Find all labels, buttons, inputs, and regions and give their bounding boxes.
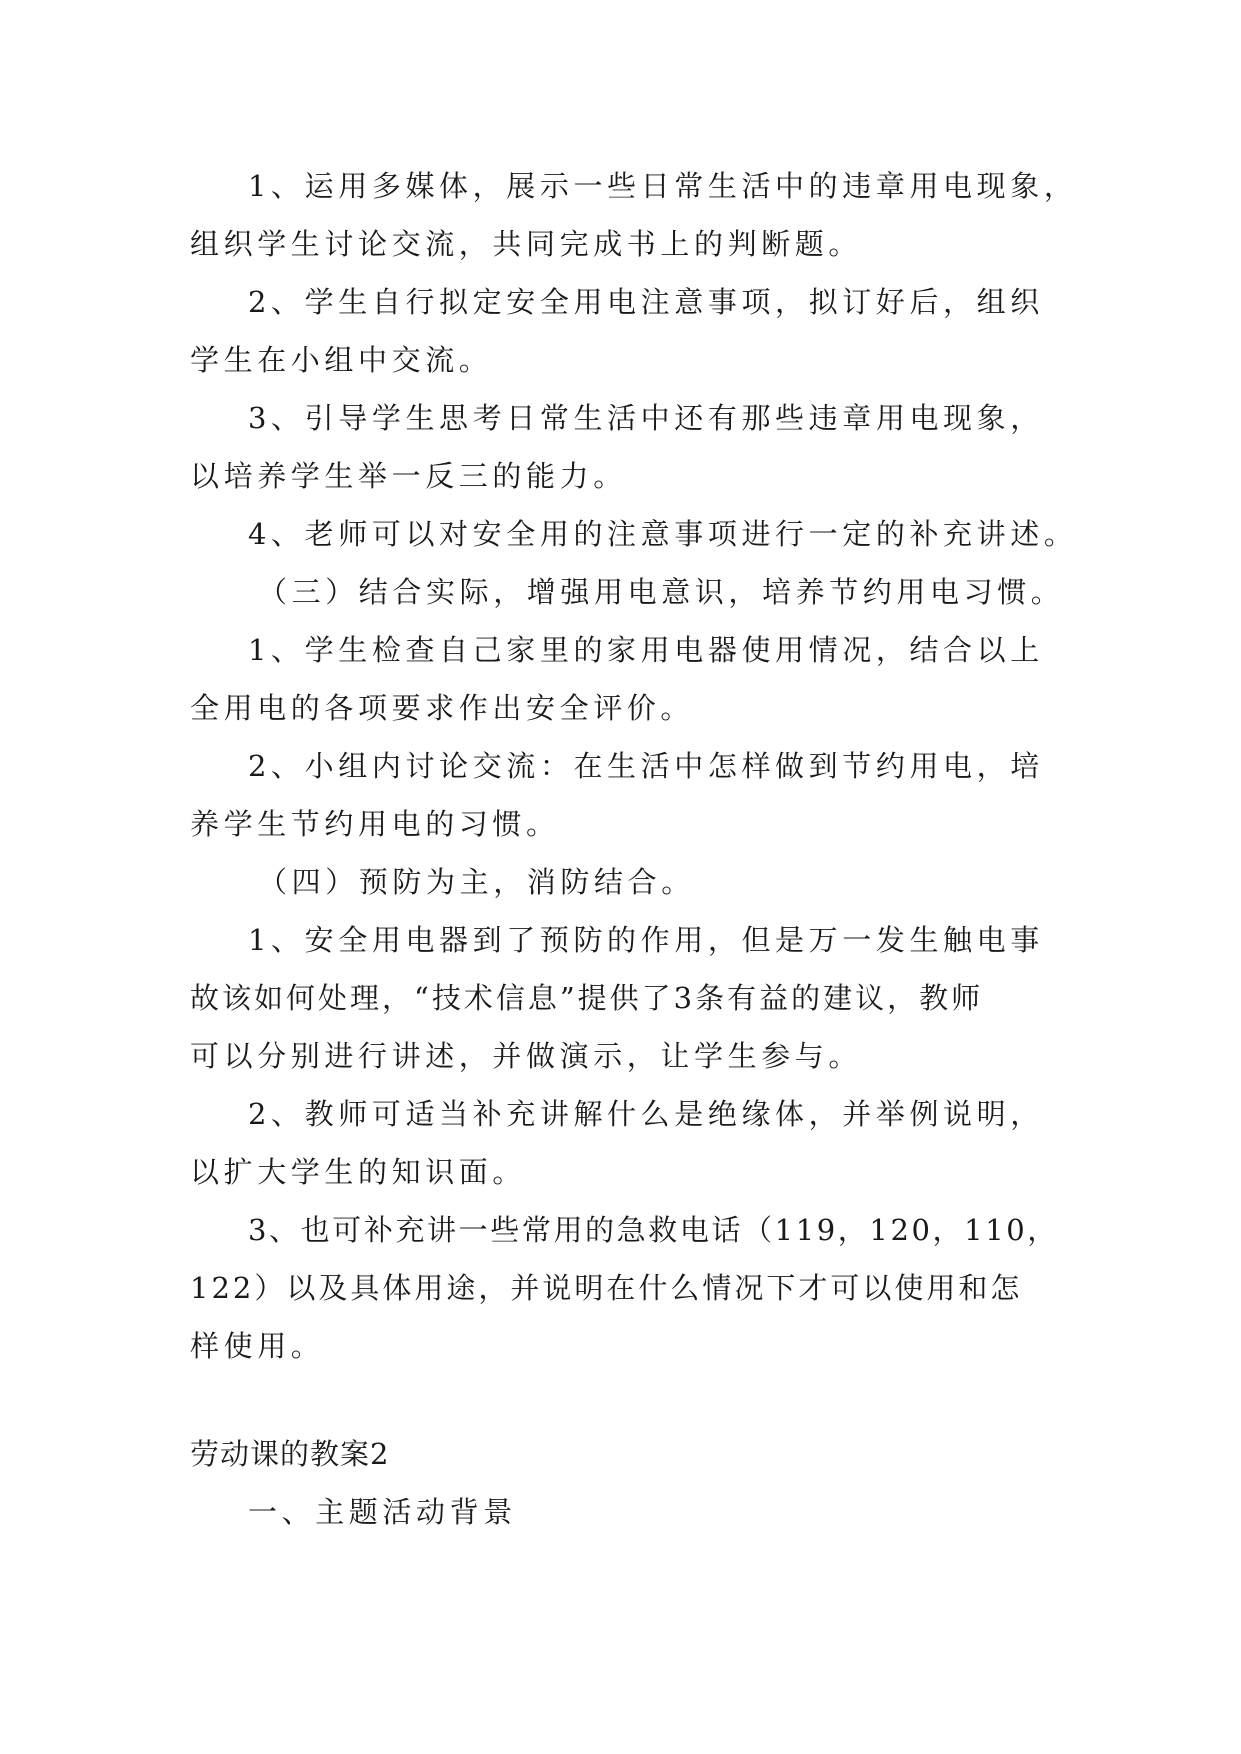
paragraph-line: 1、学生检查自己家里的家用电器使用情况，结合以上 (248, 633, 1044, 667)
paragraph-line: 2、学生自行拟定安全用电注意事项，拟订好后，组织 (248, 285, 1044, 319)
paragraph-line: 2、教师可适当补充讲解什么是绝缘体，并举例说明， (248, 1097, 1044, 1131)
paragraph-line: 故该如何处理，“技术信息”提供了3条有益的建议，教师 (190, 981, 984, 1015)
paragraph-line: 1、运用多媒体，展示一些日常生活中的违章用电现象， (248, 169, 1078, 203)
paragraph-line: 全用电的各项要求作出安全评价。 (190, 691, 695, 725)
paragraph-line: 学生在小组中交流。 (190, 343, 493, 377)
section-heading: 一、主题活动背景 (248, 1495, 517, 1529)
paragraph-line: 1、安全用电器到了预防的作用，但是万一发生触电事 (248, 923, 1044, 957)
paragraph-line: 2、小组内讨论交流：在生活中怎样做到节约用电，培 (248, 749, 1044, 783)
section-heading: （四）预防为主，消防结合。 (258, 865, 695, 899)
paragraph-line: 3、引导学生思考日常生活中还有那些违章用电现象， (248, 401, 1044, 435)
paragraph-line: 养学生节约用电的习惯。 (190, 807, 560, 841)
paragraph-line: 组织学生讨论交流，共同完成书上的判断题。 (190, 227, 863, 261)
paragraph-line: 122）以及具体用途，并说明在什么情况下才可以使用和怎 (190, 1271, 1023, 1305)
section-heading: （三）结合实际，增强用电意识，培养节约用电习惯。 (258, 575, 1065, 609)
paragraph-line: 以扩大学生的知识面。 (190, 1155, 527, 1189)
paragraph-line: 以培养学生举一反三的能力。 (190, 459, 627, 493)
document-title: 劳动课的教案2 (190, 1437, 390, 1471)
paragraph-line: 3、也可补充讲一些常用的急救电话（119，120，110， (248, 1213, 1059, 1247)
paragraph-line: 可以分别进行讲述，并做演示，让学生参与。 (190, 1039, 863, 1073)
paragraph-line: 样使用。 (190, 1329, 325, 1363)
paragraph-line: 4、老师可以对安全用的注意事项进行一定的补充讲述。 (248, 517, 1078, 551)
